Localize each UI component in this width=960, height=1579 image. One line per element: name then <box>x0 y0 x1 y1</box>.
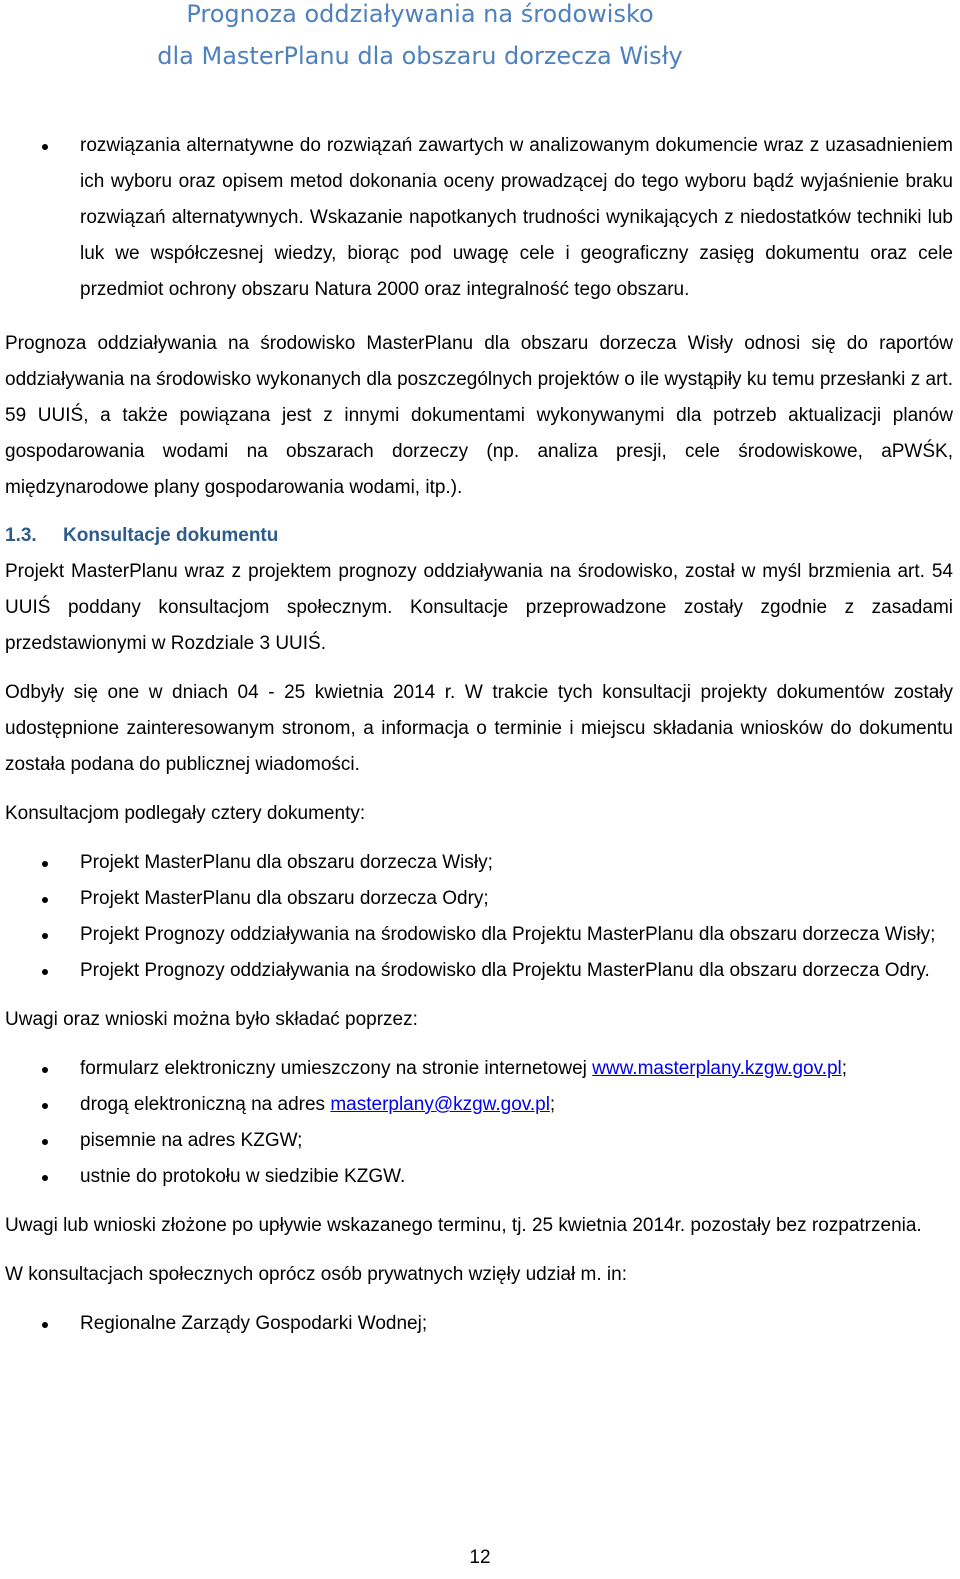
list-item <box>5 1306 953 1342</box>
list-item <box>5 917 953 953</box>
paragraph-konsultacjom: Konsultacjom podlegały cztery dokumenty: <box>5 803 366 824</box>
section-heading <box>5 518 953 554</box>
paragraph-late: Uwagi lub wnioski złożone po upływie wskazanego terminu, tj. 25 kwietnia 2014r. pozostały bez rozpatrzenia. <box>5 1215 922 1236</box>
participant-item: Regionalne Zarządy Gospodarki Wodnej; <box>80 1313 428 1334</box>
bullet-icon <box>42 1175 48 1181</box>
bullet-icon <box>42 861 48 867</box>
header-title-line-2: dla MasterPlanu dla obszaru dorzecza Wisły <box>157 42 683 70</box>
paragraph-odbyly: Odbyły się one w dniach 04 - 25 kwietnia 2014 r. W trakcie tych konsultacji projekty dokumentów zostały udostępnione zainteresowanym stronom, a informacja o terminie i miejscu składania wniosków do dokumentu została podana do publicznej wiadomości. <box>5 682 953 775</box>
documents-list <box>5 845 953 989</box>
bullet-icon <box>42 933 48 939</box>
bullet-icon <box>42 1067 48 1073</box>
document-item: Projekt MasterPlanu dla obszaru dorzecza Odry; <box>80 888 489 909</box>
email-text: drogą elektroniczną na adres <box>80 1094 331 1115</box>
post-text: pisemnie na adres KZGW; <box>80 1130 303 1151</box>
email-link[interactable]: masterplany@kzgw.gov.pl <box>330 1094 550 1115</box>
email-suffix: ; <box>549 1094 556 1115</box>
list-item <box>5 128 953 308</box>
list-item <box>5 1087 953 1123</box>
list-item <box>5 953 953 989</box>
paragraph-uwagi: Uwagi oraz wnioski można było składać poprzez: <box>5 1009 418 1030</box>
document-item: Projekt Prognozy oddziaływania na środowisko dla Projektu MasterPlanu dla obszaru dorzecza Odry. <box>80 960 930 981</box>
list-item <box>5 845 953 881</box>
intro-bullet-text: rozwiązania alternatywne do rozwiązań zawartych w analizowanym dokumencie wraz z uzasadnieniem ich wyboru oraz opisem metod dokonania oceny prowadzącej do tego wyboru bądź wyjaśnienie braku rozwiązań alternatywnych. Wskazanie napotkanych trudności wynikających z niedostatków techniki lub luk we współczesnej wiedzy, biorąc pod uwagę cele i geograficzny zasięg dokumentu oraz cele przedmiot ochrony obszaru Natura 2000 oraz integralność tego obszaru. <box>80 135 953 300</box>
intro-bullet-list <box>5 128 953 308</box>
bullet-icon <box>42 1103 48 1109</box>
form-text: formularz elektroniczny umieszczony na stronie internetowej <box>80 1058 593 1079</box>
document-item: Projekt Prognozy oddziaływania na środowisko dla Projektu MasterPlanu dla obszaru dorzecza Wisły; <box>80 924 936 945</box>
section-number: 1.3. <box>5 525 37 546</box>
website-link[interactable]: www.masterplany.kzgw.gov.pl <box>592 1058 842 1079</box>
document-item: Projekt MasterPlanu dla obszaru dorzecza Wisły; <box>80 852 493 873</box>
header-title-line-1: Prognoza oddziaływania na środowisko <box>186 0 654 28</box>
list-item <box>5 1123 953 1159</box>
list-item <box>5 881 953 917</box>
form-suffix: ; <box>841 1058 848 1079</box>
section-title: Konsultacje dokumentu <box>63 525 279 546</box>
paragraph-projekt: Projekt MasterPlanu wraz z projektem prognozy oddziaływania na środowisko, został w myśl brzmienia art. 54 UUIŚ poddany konsultacjom społecznym. Konsultacje przeprowadzone zostały zgodnie z zasadami przedstawionymi w Rozdziale 3 UUIŚ. <box>5 561 953 654</box>
paragraph-participants: W konsultacjach społecznych oprócz osób prywatnych wzięły udział m. in: <box>5 1264 627 1285</box>
list-item <box>5 1051 953 1087</box>
channels-list <box>5 1051 953 1195</box>
bullet-icon <box>42 897 48 903</box>
page-number: 12 <box>469 1547 491 1568</box>
bullet-icon <box>42 1139 48 1145</box>
bullet-icon <box>42 1322 48 1328</box>
page-header <box>0 0 840 77</box>
oral-text: ustnie do protokołu w siedzibie KZGW. <box>80 1166 406 1187</box>
document-body <box>5 128 953 1342</box>
bullet-icon <box>42 144 48 150</box>
list-item <box>5 1159 953 1195</box>
paragraph-prognoza: Prognoza oddziaływania na środowisko MasterPlanu dla obszaru dorzecza Wisły odnosi się do raportów oddziaływania na środowisko wykonanych dla poszczególnych projektów o ile wystąpiły ku temu przesłanki z art. 59 UUIŚ, a także powiązana jest z innymi dokumentami wykonywanymi dla potrzeb aktualizacji planów gospodarowania wodami na obszarach dorzeczy (np. analiza presji, cele środowiskowe, aPWŚK, międzynarodowe plany gospodarowania wodami, itp.). <box>5 333 953 498</box>
participants-list <box>5 1306 953 1342</box>
bullet-icon <box>42 969 48 975</box>
